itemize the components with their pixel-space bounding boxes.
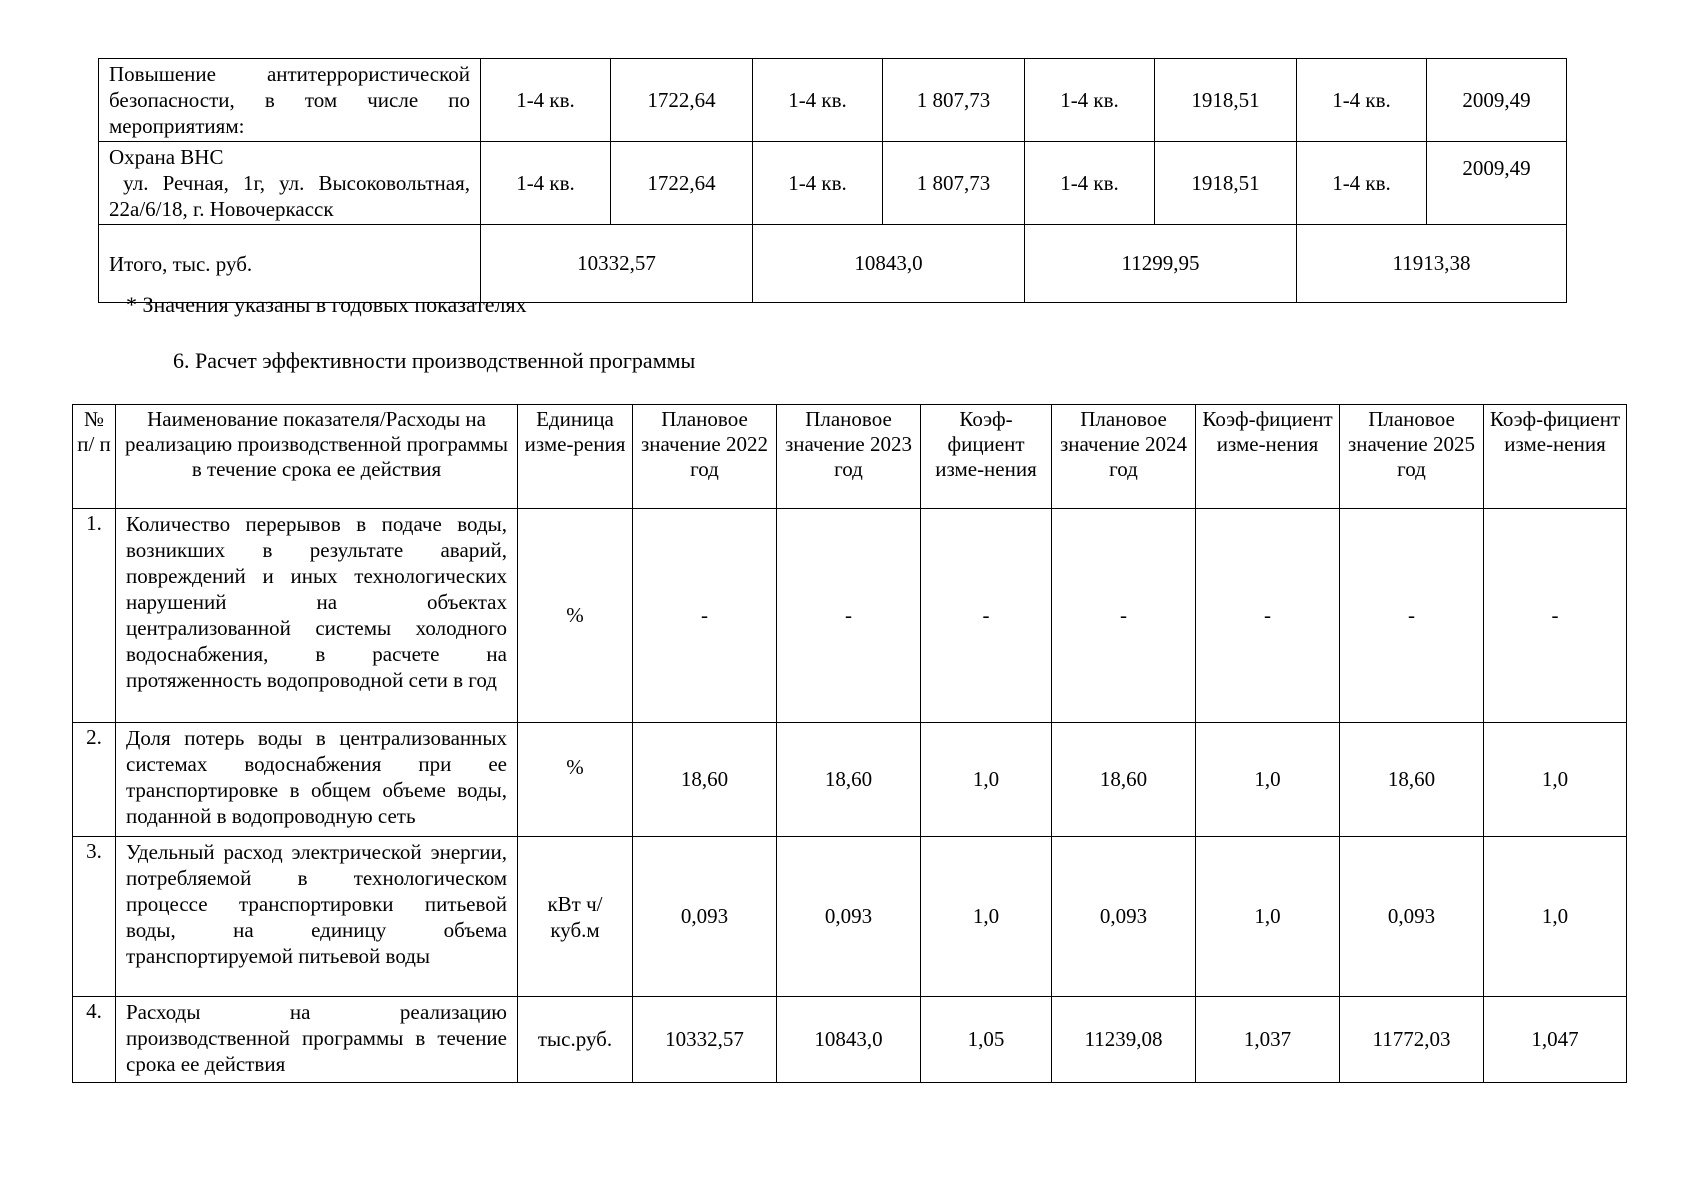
period-cell: 1-4 кв. — [1297, 142, 1427, 225]
description-line: ул. Речная, 1г, ул. Высоковольтная, 22а/6/18, г. Новочеркасск — [109, 171, 476, 221]
section-heading: 6. Расчет эффективности производственной программы — [173, 348, 696, 373]
value-cell: 2009,49 — [1427, 142, 1567, 225]
value-cell: 1,0 — [921, 837, 1052, 997]
table-row — [73, 509, 1627, 723]
period-cell: 1-4 кв. — [481, 59, 611, 142]
value-cell: 0,093 — [1052, 837, 1196, 997]
row-number: 4. — [73, 997, 116, 1083]
value-cell: - — [777, 509, 921, 723]
header-name: Наименование показателя/Расходы на реализацию производственной программы в течение срока ее действия — [116, 405, 518, 509]
value-cell: 1722,64 — [611, 59, 753, 142]
table-row — [73, 723, 1627, 837]
row-description: Расходы на реализацию производственной программы в течение срока ее действия — [116, 997, 518, 1083]
table-row — [99, 142, 1567, 225]
header-plan-2022: Плановое значение 2022 год — [633, 405, 777, 509]
row-description: Удельный расход электрической энергии, потребляемой в технологическом процессе транспортировки питьевой воды, на единицу объема транспортируемой питьевой воды — [116, 837, 518, 997]
value-cell: 1 807,73 — [883, 59, 1025, 142]
value-cell: 18,60 — [1052, 723, 1196, 837]
value-cell: 1,0 — [921, 723, 1052, 837]
unit-cell: % — [518, 509, 633, 723]
value-cell: 1,047 — [1484, 997, 1627, 1083]
row-description: Количество перерывов в подаче воды, возникших в результате аварий, повреждений и иных технологических нарушений на объектах централизованной системы холодного водоснабжения, в расчете на протяженность водопроводной сети в год — [116, 509, 518, 723]
value-cell: 10843,0 — [777, 997, 921, 1083]
period-cell: 1-4 кв. — [1297, 59, 1427, 142]
value-cell: 1,0 — [1484, 723, 1627, 837]
value-cell: 1722,64 — [611, 142, 753, 225]
row-number: 2. — [73, 723, 116, 837]
header-coef: Коэф-фициент изме-нения — [1484, 405, 1627, 509]
total-label: Итого, тыс. руб. — [99, 225, 481, 303]
total-row — [99, 225, 1567, 303]
header-row — [73, 405, 1627, 509]
value-cell: 0,093 — [1340, 837, 1484, 997]
header-plan-2023: Плановое значение 2023 год — [777, 405, 921, 509]
period-cell: 1-4 кв. — [481, 142, 611, 225]
period-cell: 1-4 кв. — [1025, 142, 1155, 225]
value-cell: 18,60 — [777, 723, 921, 837]
value-cell: - — [1484, 509, 1627, 723]
table-row — [73, 997, 1627, 1083]
unit-cell: тыс.руб. — [518, 997, 633, 1083]
value-cell: - — [633, 509, 777, 723]
value-cell: - — [1340, 509, 1484, 723]
footnote: * Значения указаны в годовых показателях — [126, 292, 527, 317]
header-unit: Единица изме-рения — [518, 405, 633, 509]
value-cell: 1918,51 — [1155, 142, 1297, 225]
value-cell: 0,093 — [777, 837, 921, 997]
period-cell: 1-4 кв. — [1025, 59, 1155, 142]
value-cell: 1918,51 — [1155, 59, 1297, 142]
total-value: 11299,95 — [1025, 225, 1297, 303]
table-row — [73, 837, 1627, 997]
value-cell: 18,60 — [1340, 723, 1484, 837]
value-cell: 1,037 — [1196, 997, 1340, 1083]
unit-cell: кВт ч/куб.м — [518, 837, 633, 997]
table-row — [99, 59, 1567, 142]
row-number: 3. — [73, 837, 116, 997]
row-description: Доля потерь воды в централизованных системах водоснабжения при ее транспортировке в общем объеме воды, поданной в водопроводную сеть — [116, 723, 518, 837]
row-number: 1. — [73, 509, 116, 723]
header-plan-2024: Плановое значение 2024 год — [1052, 405, 1196, 509]
row-description — [99, 142, 481, 225]
header-num: № п/ п — [73, 405, 116, 509]
total-value: 11913,38 — [1297, 225, 1567, 303]
header-coef: Коэф-фициент изме-нения — [921, 405, 1052, 509]
total-value: 10843,0 — [753, 225, 1025, 303]
description-line: Охрана ВНС — [109, 145, 224, 169]
value-cell: 1,0 — [1196, 723, 1340, 837]
period-cell: 1-4 кв. — [753, 59, 883, 142]
value-cell: 10332,57 — [633, 997, 777, 1083]
value-cell: - — [921, 509, 1052, 723]
efficiency-table — [72, 404, 1627, 1083]
value-cell: 1,0 — [1484, 837, 1627, 997]
value-cell: 1,05 — [921, 997, 1052, 1083]
header-plan-2025: Плановое значение 2025 год — [1340, 405, 1484, 509]
value-cell: - — [1196, 509, 1340, 723]
row-description: Повышение антитеррористической безопасности, в том числе по мероприятиям: — [99, 59, 481, 142]
value-cell: 1,0 — [1196, 837, 1340, 997]
value-cell: 0,093 — [633, 837, 777, 997]
measures-table — [98, 58, 1567, 303]
value-cell: 2009,49 — [1427, 59, 1567, 142]
value-cell: 11772,03 — [1340, 997, 1484, 1083]
value-cell: - — [1052, 509, 1196, 723]
value-cell: 1 807,73 — [883, 142, 1025, 225]
value-cell: 11239,08 — [1052, 997, 1196, 1083]
period-cell: 1-4 кв. — [753, 142, 883, 225]
header-coef: Коэф-фициент изме-нения — [1196, 405, 1340, 509]
value-cell: 18,60 — [633, 723, 777, 837]
total-value: 10332,57 — [481, 225, 753, 303]
unit-cell: % — [518, 723, 633, 837]
